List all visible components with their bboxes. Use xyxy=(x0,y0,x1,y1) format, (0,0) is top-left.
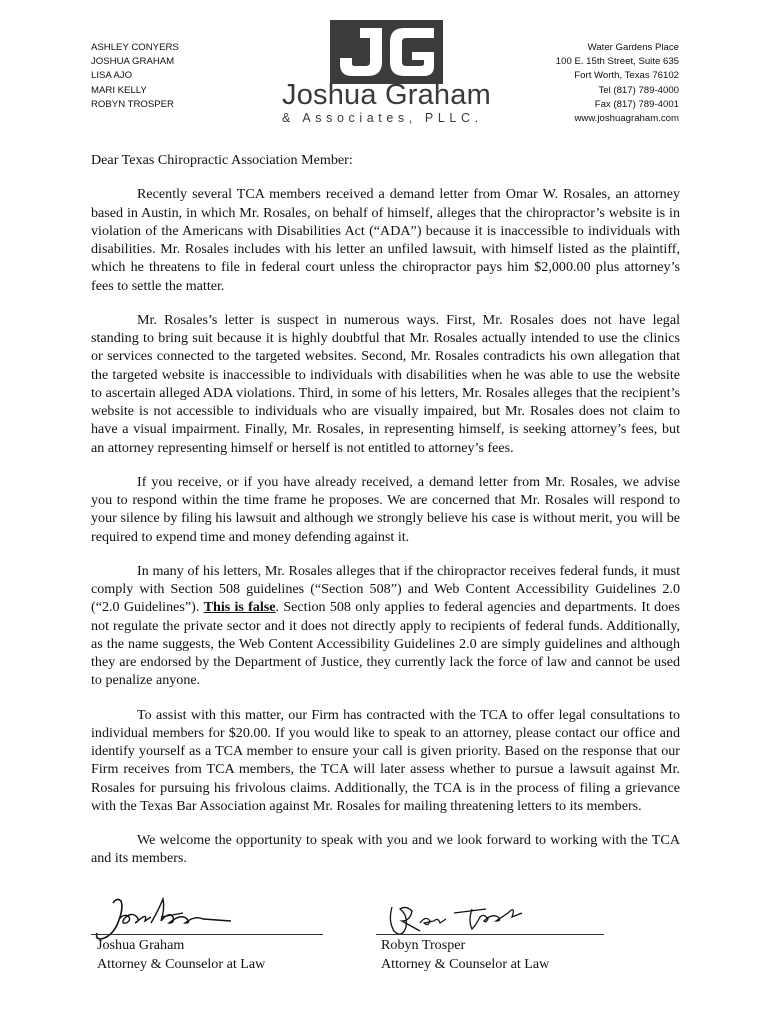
firm-contact xyxy=(556,41,679,126)
paragraph-section-508 xyxy=(91,562,680,690)
section-508-text: In many of his letters, Mr. Rosales alleges that if the chiropractor receives federal funds, it must comply with Section 508 guidelines (“Section 508”) and Web Content Accessibility Guidelines 2.0 (“2.0 Guidelines”). xyxy=(91,562,680,616)
paragraph-suspect-letter: Mr. Rosales’s letter is suspect in numerous ways. First, Mr. Rosales does not have legal standing to bring suit because it is highly doubtful that Mr. Rosales actually intended to use the clinics or services connected to the targeted websites. Second, Mr. Rosales contradicts his own allegation that the targeted website is inaccessible to individuals with disabilities when he was able to use the website to ascertain alleged ADA violations. Third, in some of his letters, Mr. Rosales alleges that the recipient’s website is not accessible to individuals who are visually impaired, but Mr. Rosales does not claim to have a visual impairment. Finally, Mr. Rosales, in representing himself, is seeking attorney’s fees, but an attorney representing himself or herself is not entitled to attorney’s fees. xyxy=(91,311,680,456)
signature-line xyxy=(91,934,323,935)
firm-logo-mark xyxy=(330,20,443,84)
firm-name: Joshua Graham xyxy=(282,79,491,111)
signatory-name: Joshua Graham xyxy=(97,937,185,953)
phone: Tel (817) 789-4000 xyxy=(598,84,679,96)
fax: Fax (817) 789-4001 xyxy=(594,98,679,110)
signatory-name: Robyn Trosper xyxy=(381,937,466,953)
salutation: Dear Texas Chiropractic Association Member: xyxy=(91,152,353,168)
section-508-text-continued: . Section 508 only applies to federal agencies and departments. It does not regulate the private sector and it does not directly apply to recipients of federal funds. Additionally, as the name suggests, the Web Content Accessibility Guidelines 2.0 are simply guidelines and although they are endorsed by the Department of Justice, they currently lack the force of law and cannot be used to penalize anyone. xyxy=(91,599,680,689)
emphasis-this-is-false: This is false xyxy=(203,599,276,616)
address-line: 100 E. 15th Street, Suite 635 xyxy=(555,56,679,68)
attorney-name: ROBYN TROSPER xyxy=(91,98,174,110)
attorney-name: LISA AJO xyxy=(91,70,133,82)
attorney-name: JOSHUA GRAHAM xyxy=(91,56,175,68)
letter-body xyxy=(91,151,680,884)
signatory-title: Attorney & Counselor at Law xyxy=(381,956,550,972)
signature-line xyxy=(376,934,604,935)
attorney-name: MARI KELLY xyxy=(91,84,147,96)
paragraph-advice: If you receive, or if you have already received, a demand letter from Mr. Rosales, we advise you to respond within the time frame he proposes. We are concerned that Mr. Rosales will respond to your silence by filing his lawsuit and although we strongly believe his case is without merit, you will be required to expend time and money defending against it. xyxy=(91,473,680,545)
paragraph-assistance: To assist with this matter, our Firm has contracted with the TCA to offer legal consultations to individual members for $20.00. If you would like to speak to an attorney, please contact our office and identify yourself as a TCA member to ensure your call is given priority. Based on the response that our Firm receives from TCA members, the TCA will later assess whether to pursue a lawsuit against Mr. Rosales for pursuing his frivolous claims. Additionally, the TCA is in the process of filing a grievance with the Texas Bar Association against Mr. Rosales for mailing threatening letters to its members. xyxy=(91,706,680,814)
attorney-name: ASHLEY CONYERS xyxy=(91,42,179,53)
paragraph-closing: We welcome the opportunity to speak with you and we look forward to working with the TCA and its members. xyxy=(91,832,680,867)
firm-suffix: & Associates, PLLC. xyxy=(282,111,483,125)
paragraph-demand-letter: Recently several TCA members received a demand letter from Omar W. Rosales, an attorney based in Austin, in which Mr. Rosales, on behalf of himself, alleges that the chiropractor’s website is in violation of the Americans with Disabilities Act (“ADA”) because it is inaccessible to individuals with disabilities. Mr. Rosales includes with his letter an unfiled lawsuit, with himself listed as the plaintiff, which he threatens to file in federal court unless the chiropractor pays him $2,000.00 plus attorney’s fees to settle the matter. xyxy=(91,186,680,294)
letterhead xyxy=(0,0,770,140)
signature-section xyxy=(91,905,691,985)
address-line: Water Gardens Place xyxy=(587,42,679,53)
attorney-list xyxy=(91,41,179,112)
signatory-title: Attorney & Counselor at Law xyxy=(97,956,266,972)
website-link[interactable]: www.joshuagraham.com xyxy=(574,113,679,125)
address-line: Fort Worth, Texas 76102 xyxy=(574,70,679,82)
